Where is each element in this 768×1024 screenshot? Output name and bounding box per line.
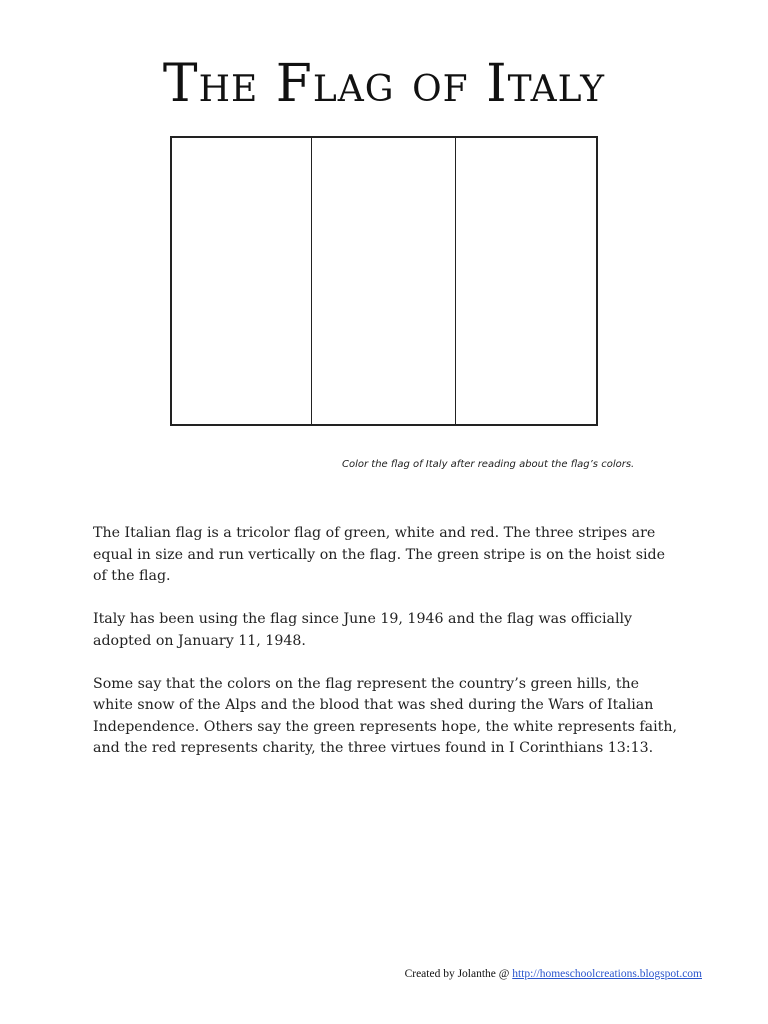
footer-credit-text: Created by Jolanthe @ [404, 968, 513, 980]
flag-stripe-hoist [172, 138, 312, 424]
footer-credit [405, 968, 702, 980]
flag-stripe-fly [456, 138, 596, 424]
footer-link[interactable]: http://homeschoolcreations.blogspot.com [512, 968, 702, 980]
paragraph-description: The Italian flag is a tricolor flag of green, white and red. The three stripes are equal in size and run vertically on the flag. The green stripe is on the hoist side of the flag. [93, 525, 666, 584]
paragraph-history: Italy has been using the flag since June 19, 1946 and the flag was officially adopted on January 11, 1948. [93, 611, 633, 649]
flag-stripe-middle [312, 138, 456, 424]
page-title: The Flag of Italy [162, 54, 606, 114]
article-body [93, 523, 683, 781]
flag-outline [170, 136, 598, 426]
paragraph-meaning: Some say that the colors on the flag represent the country’s green hills, the white snow of the Alps and the blood that was shed during the Wars of Italian Independence. Others say the green represents hope, the white represents faith, and the red represents charity, the three virtues found in I Corinthians 13:13. [93, 675, 677, 756]
flag-caption: Color the flag of Italy after reading about the flag’s colors. [342, 459, 635, 470]
